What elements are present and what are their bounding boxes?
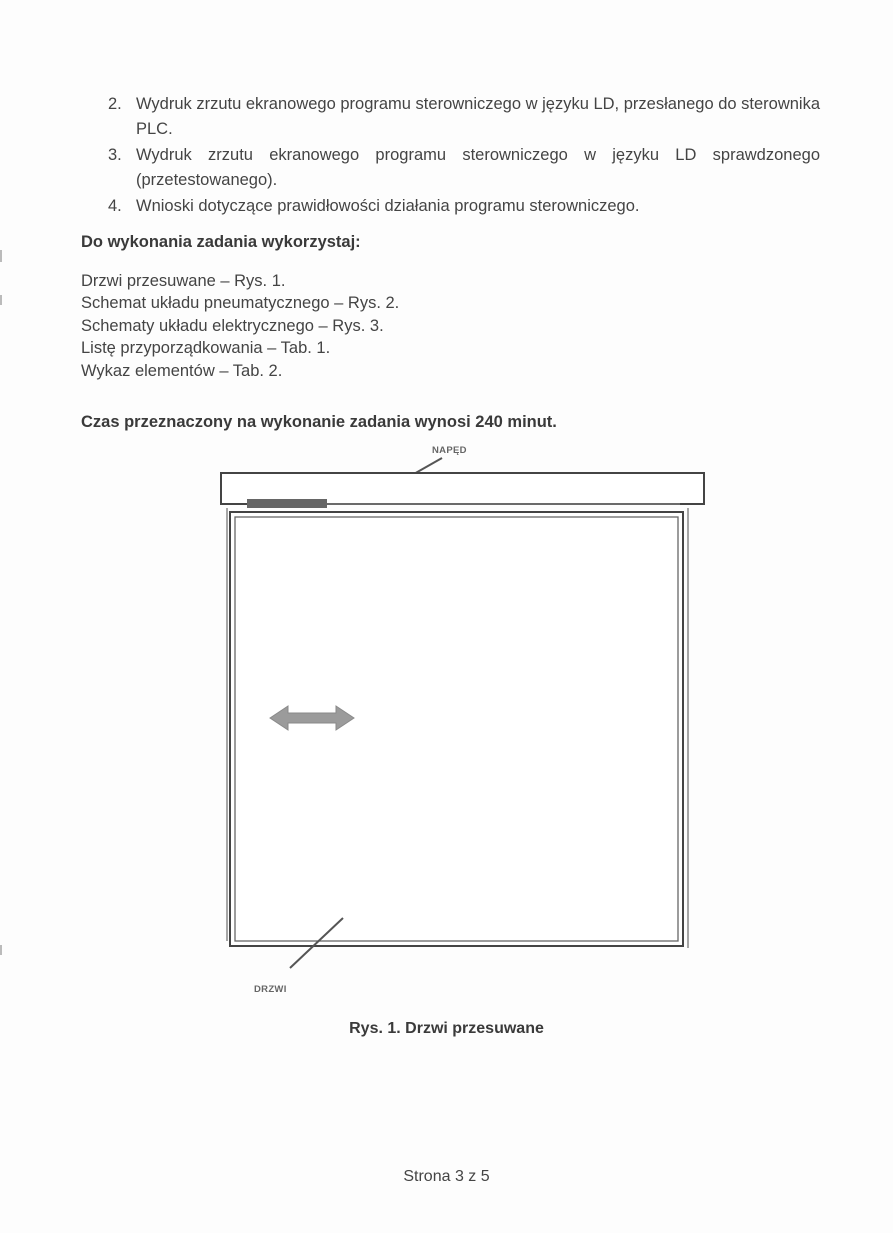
list-item-number: 3. bbox=[108, 146, 122, 164]
sliding-door-diagram bbox=[210, 436, 720, 1006]
list-item bbox=[108, 143, 820, 193]
scan-margin-mark bbox=[0, 945, 2, 955]
drive-label: NAPĘD bbox=[432, 445, 467, 456]
resource-item: Drzwi przesuwane – Rys. 1. bbox=[81, 272, 286, 290]
page-number: Strona 3 z 5 bbox=[403, 1168, 490, 1185]
list-item-text: Wnioski dotyczące prawidłowości działania programu sterowniczego. bbox=[136, 197, 640, 215]
resource-item: Schematy układu elektrycznego – Rys. 3. bbox=[81, 316, 384, 335]
figure-caption: Rys. 1. Drzwi przesuwane bbox=[349, 1020, 544, 1037]
list-item-text: Wydruk zrzutu ekranowego programu sterowniczego w języku LD sprawdzonego (przetestowanego). bbox=[136, 146, 820, 189]
door-panel bbox=[230, 512, 683, 946]
list-item-number: 2. bbox=[108, 95, 122, 113]
task-items-list bbox=[108, 92, 820, 220]
scan-margin-mark bbox=[0, 250, 2, 262]
list-item bbox=[108, 92, 820, 142]
list-item bbox=[108, 194, 820, 219]
list-item-text: Wydruk zrzutu ekranowego programu sterowniczego w języku LD, przesłanego do sterownika PLC. bbox=[136, 95, 821, 138]
time-note: Czas przeznaczony na wykonanie zadania wynosi 240 minut. bbox=[81, 413, 557, 431]
door-label: DRZWI bbox=[254, 984, 287, 995]
resource-item: Wykaz elementów – Tab. 2. bbox=[81, 361, 283, 380]
resource-item: Schemat układu pneumatycznego – Rys. 2. bbox=[81, 294, 400, 313]
resource-item: Listę przyporządkowania – Tab. 1. bbox=[81, 339, 331, 358]
scan-margin-mark bbox=[0, 295, 2, 305]
sliding-door-figure bbox=[210, 436, 720, 1006]
drive-carriage bbox=[247, 499, 327, 508]
list-item-number: 4. bbox=[108, 197, 122, 215]
resources-list bbox=[81, 270, 399, 382]
resources-heading: Do wykonania zadania wykorzystaj: bbox=[81, 233, 361, 251]
